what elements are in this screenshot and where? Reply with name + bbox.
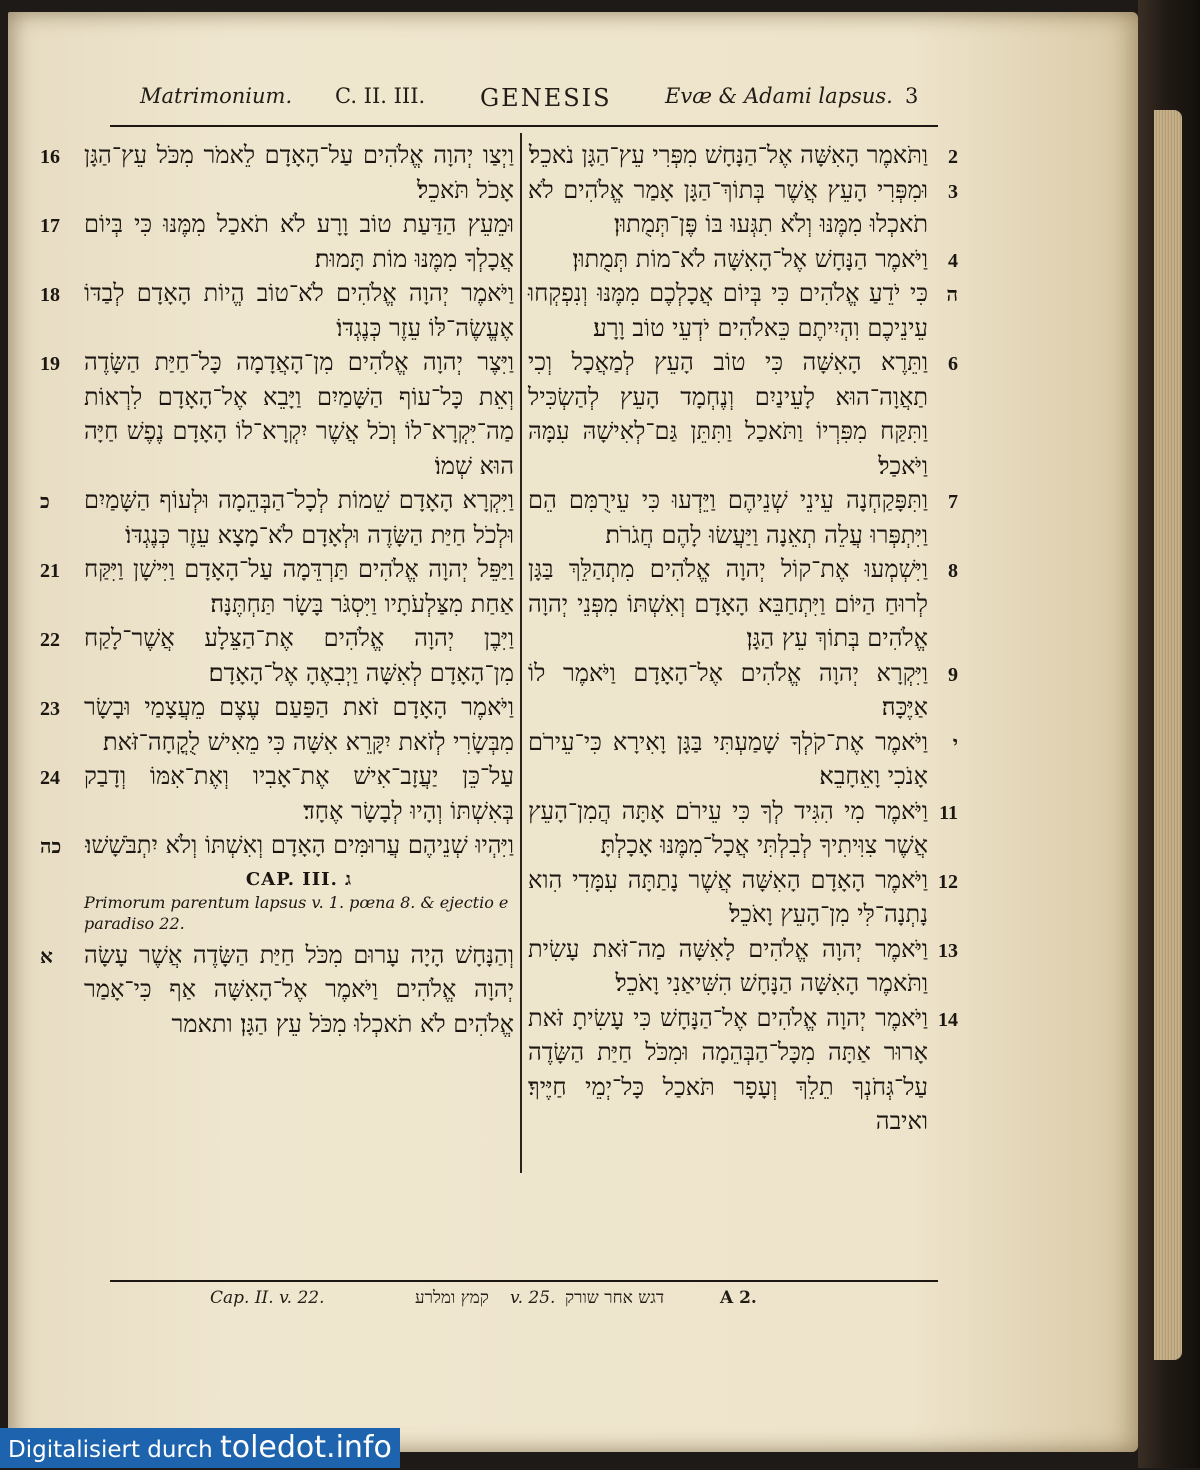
verse-number: 14 — [938, 1008, 958, 1031]
verse-number: 11 — [939, 801, 958, 824]
verse-text: וַיֹּאמֶר הַנָּחָשׁ אֶל־הָאִשָּׁה לֹא־מוֹת תְּמֻתוּן׃ — [572, 244, 928, 273]
verse — [528, 794, 958, 863]
verse — [528, 932, 958, 1001]
verse — [40, 483, 514, 552]
verse-number: א — [40, 945, 53, 968]
verse-number: ה — [946, 284, 958, 306]
verse-text: וַיִּצֶר יְהוָה אֱלֹהִים מִן־הָאֲדָמָה כָּל־חַיַּת הַשָּׂדֶה וְאֵת כָּל־עוֹף הַשָּׁמַיִם וַיָּבֵא אֶל־הָאָדָם לִרְאוֹת מַה־יִּקְרָא־לוֹ וְכֹל אֲשֶׁר יִקְרָא־לוֹ הָאָדָם נֶפֶשׁ חַיָּה הוּא שְׁמוֹ׃ — [84, 348, 514, 480]
footer-note-ref: Cap. II. v. 22. — [210, 1288, 325, 1308]
verse — [40, 938, 514, 1042]
verse — [528, 552, 958, 656]
verse-text: וַיֹּאמֶר יְהוָה אֱלֹהִים לָאִשָּׁה מַה־זֹּאת עָשִׂית וַתֹּאמֶר הָאִשָּׁה הַנָּחָשׁ הִשִּׁיאַנִי וָאֹכֵל׃ — [528, 934, 928, 997]
verse — [40, 759, 514, 828]
left-verse-list — [40, 138, 514, 863]
verse — [528, 483, 958, 552]
verse-number: 18 — [40, 284, 60, 306]
verse — [40, 138, 514, 207]
verse — [528, 863, 958, 932]
right-verse-list — [528, 138, 958, 1139]
verse-number: 19 — [40, 353, 60, 375]
verse-number: 24 — [40, 767, 60, 789]
verse-number: 9 — [948, 663, 958, 686]
chapter-heading: CAP. III. ג — [245, 868, 353, 890]
verse — [528, 276, 958, 345]
verse-text: וַיַּפֵּל יְהוָה אֱלֹהִים תַּרְדֵּמָה עַל־הָאָדָם וַיִּישָׁן וַיִּקַּח אַחַת מִצַּלְעֹתָיו וַיִּסְגֹּר בָּשָׂר תַּחְתֶּנָּה׃ — [84, 555, 514, 618]
footer-verse-ref: v. 25. — [510, 1288, 556, 1308]
verse-text: וַתִּפָּקַחְנָה עֵינֵי שְׁנֵיהֶם וַיֵּדְעוּ כִּי עֵירֻמִּם הֵם וַיִּתְפְּרוּ עֲלֵה תְאֵנָה וַיַּעֲשׂוּ לָהֶם חֲגֹרֹת׃ — [528, 486, 928, 549]
verse — [40, 207, 514, 276]
footer-notes — [210, 1288, 940, 1318]
chapter-verse-list — [40, 938, 514, 1042]
verse-text: וַיֹּאמֶר מִי הִגִּיד לְךָ כִּי עֵירֹם אָתָּה הֲמִן־הָעֵץ אֲשֶׁר צִוִּיתִיךָ לְבִלְתִּי אֲכָל־מִמֶּנּוּ אָכָלְתָּ׃ — [528, 796, 928, 859]
verse-number: 4 — [948, 249, 958, 272]
verse — [40, 621, 514, 690]
verse — [40, 828, 514, 863]
header-chapter: C. II. III. — [335, 84, 426, 108]
verse — [528, 656, 958, 725]
verse — [528, 242, 958, 277]
verse-number: י — [952, 732, 958, 755]
verse-number: 17 — [40, 215, 60, 237]
left-column — [40, 138, 514, 1178]
verse-number: 8 — [948, 560, 958, 582]
verse-text: וַיְצַו יְהוָה אֱלֹהִים עַל־הָאָדָם לֵאמֹר מִכֹּל עֵץ־הַגָּן אָכֹל תֹּאכֵל׃ — [84, 141, 514, 204]
verse — [40, 345, 514, 483]
verse-number: 3 — [948, 180, 958, 203]
verse-number: 7 — [948, 491, 958, 513]
verse-text: וְהַנָּחָשׁ הָיָה עָרוּם מִכֹּל חַיַּת הַשָּׂדֶה אֲשֶׁר עָשָׂה יְהוָה אֱלֹהִים וַיֹּאמֶר אֶל־הָאִשָּׁה אַף כִּי־אָמַר אֱלֹהִים לֹא תֹאכְלוּ מִכֹּל עֵץ הַגָּן׃ ותאמר — [84, 940, 514, 1038]
verse-text: וּמֵעֵץ הַדַּעַת טוֹב וָרָע לֹא תֹאכַל מִמֶּנּוּ כִּי בְּיוֹם אֲכָלְךָ מִמֶּנּוּ מוֹת תָּמוּת׃ — [84, 210, 514, 273]
verse-text: וַיֹּאמֶר יְהוָה אֱלֹהִים אֶל־הַנָּחָשׁ כִּי עָשִׂיתָ זֹּאת אָרוּר אַתָּה מִכָּל־הַבְּהֵמָה וּמִכֹּל חַיַּת הַשָּׂדֶה עַל־גְּחֹנְךָ תֵלֵךְ וְעָפָר תֹּאכַל כָּל־יְמֵי חַיֶּיךָ׃ ואיבה — [528, 1003, 928, 1135]
verse-text: וַיֹּאמֶר הָאָדָם הָאִשָּׁה אֲשֶׁר נָתַתָּה עִמָּדִי הִוא נָתְנָה־לִּי מִן־הָעֵץ וָאֹכֵל׃ — [528, 865, 928, 928]
verse — [40, 552, 514, 621]
verse-text: וַיִּשְׁמְעוּ אֶת־קוֹל יְהוָה אֱלֹהִים מִתְהַלֵּךְ בַּגָּן לְרוּחַ הַיּוֹם וַיִּתְחַבֵּא הָאָדָם וְאִשְׁתּוֹ מִפְּנֵי יְהוָה אֱלֹהִים בְּתוֹךְ עֵץ הַגָּן׃ — [528, 555, 928, 652]
verse — [40, 276, 514, 345]
verse-text: וַיֹּאמֶר הָאָדָם זֹאת הַפַּעַם עֶצֶם מֵעֲצָמַי וּבָשָׂר מִבְּשָׂרִי לְזֹאת יִקָּרֵא אִשָּׁה כִּי מֵאִישׁ לֻקֳחָה־זֹּאת׃ — [84, 693, 514, 756]
verse-text: וַיִּקְרָא הָאָדָם שֵׁמוֹת לְכָל־הַבְּהֵמָה וּלְעוֹף הַשָּׁמַיִם וּלְכֹל חַיַּת הַשָּׂדֶה וּלְאָדָם לֹא־מָצָא עֵזֶר כְּנֶגְדּוֹ׃ — [84, 486, 514, 549]
running-header — [140, 80, 980, 120]
verse-text: וַתֹּאמֶר הָאִשָּׁה אֶל־הַנָּחָשׁ מִפְּרִי עֵץ־הַגָּן נֹאכֵל׃ — [528, 141, 928, 169]
page-edges — [1154, 110, 1182, 1360]
verse-number: 12 — [938, 870, 958, 893]
verse-number: 6 — [948, 353, 958, 375]
verse — [528, 1001, 958, 1139]
verse-text: וַתֵּרֶא הָאִשָּׁה כִּי טוֹב הָעֵץ לְמַאֲכָל וְכִי תַאֲוָה־הוּא לָעֵינַיִם וְנֶחְמָד הָעֵץ לְהַשְׂכִּיל וַתִּקַּח מִפִּרְיוֹ וַתֹּאכַל וַתִּתֵּן גַּם־לְאִישָׁהּ עִמָּהּ וַיֹּאכַל׃ — [528, 348, 928, 480]
verse-text: וַיֹּאמֶר יְהוָה אֱלֹהִים לֹא־טוֹב הֱיוֹת הָאָדָם לְבַדּוֹ אֶעֱשֶׂה־לּוֹ עֵזֶר כְּנֶגְדּוֹ׃ — [84, 279, 514, 342]
verse-number: 22 — [40, 629, 60, 651]
verse — [528, 138, 958, 173]
verse-text: וּמִפְּרִי הָעֵץ אֲשֶׁר בְּתוֹךְ־הַגָּן אָמַר אֱלֹהִים לֹא תֹאכְלוּ מִמֶּנּוּ וְלֹא תִגְּעוּ בּוֹ פֶּן־תְּמֻתוּן׃ — [528, 175, 928, 238]
verse-number: 23 — [40, 698, 60, 720]
header-subject: Evæ & Adami lapsus. — [665, 84, 893, 108]
verse — [40, 690, 514, 759]
footer-note-hebrew-2: דגש אחר שורק — [565, 1288, 665, 1308]
header-left: Matrimonium. — [140, 84, 293, 108]
page-number: 3 — [905, 84, 919, 108]
verse-number: כ — [40, 491, 50, 513]
verse-text: וַיִּהְיוּ שְׁנֵיהֶם עֲרוּמִּים הָאָדָם וְאִשְׁתּוֹ וְלֹא יִתְבֹּשָׁשׁוּ׃ — [85, 831, 514, 859]
verse-number: 13 — [938, 939, 958, 962]
watermark-brand: toledot.info — [219, 1430, 392, 1465]
right-column — [528, 138, 958, 1178]
verse — [528, 725, 958, 794]
verse-text: וַיֹּאמֶר אֶת־קֹלְךָ שָׁמַעְתִּי בַּגָּן וָאִירָא כִּי־עֵירֹם אָנֹכִי וָאֵחָבֵא׃ — [528, 727, 928, 790]
bottom-rule — [110, 1280, 938, 1282]
column-separator — [520, 133, 522, 1173]
verse-text: כִּי יֹדֵעַ אֱלֹהִים כִּי בְּיוֹם אֲכָלְכֶם מִמֶּנּוּ וְנִפְקְחוּ עֵינֵיכֶם וִהְיִיתֶם כֵּאלֹהִים יֹדְעֵי טוֹב וָרָע׃ — [528, 279, 928, 342]
verse-text: עַל־כֵּן יַעֲזָב־אִישׁ אֶת־אָבִיו וְאֶת־אִמּוֹ וְדָבַק בְּאִשְׁתּוֹ וְהָיוּ לְבָשָׂר אֶחָד׃ — [84, 762, 514, 825]
verse-number: 21 — [40, 560, 60, 582]
chapter-summary: Primorum parentum lapsus v. 1. pœna 8. & ejectio e paradiso 22. — [84, 892, 509, 933]
verse-text: וַיִּקְרָא יְהוָה אֱלֹהִים אֶל־הָאָדָם וַיֹּאמֶר לוֹ אַיֶּכָּה׃ — [528, 658, 928, 721]
watermark-prefix: Digitalisiert durch — [8, 1437, 213, 1463]
footer-note-hebrew: קמץ ומלרע — [415, 1288, 489, 1308]
verse-number: 16 — [40, 146, 60, 168]
header-book: GENESIS — [480, 84, 612, 112]
verse — [528, 173, 958, 242]
top-rule — [110, 125, 938, 127]
verse — [528, 345, 958, 483]
verse-number: כה — [40, 836, 62, 858]
verse-number: 2 — [948, 146, 958, 168]
digitization-watermark[interactable] — [0, 1428, 400, 1468]
verse-text: וַיִּבֶן יְהוָה אֱלֹהִים אֶת־הַצֵּלָע אֲשֶׁר־לָקַח מִן־הָאָדָם לְאִשָּׁה וַיְבִאֶהָ אֶל־הָאָדָם׃ — [84, 624, 514, 687]
signature-mark: A 2. — [720, 1288, 757, 1308]
